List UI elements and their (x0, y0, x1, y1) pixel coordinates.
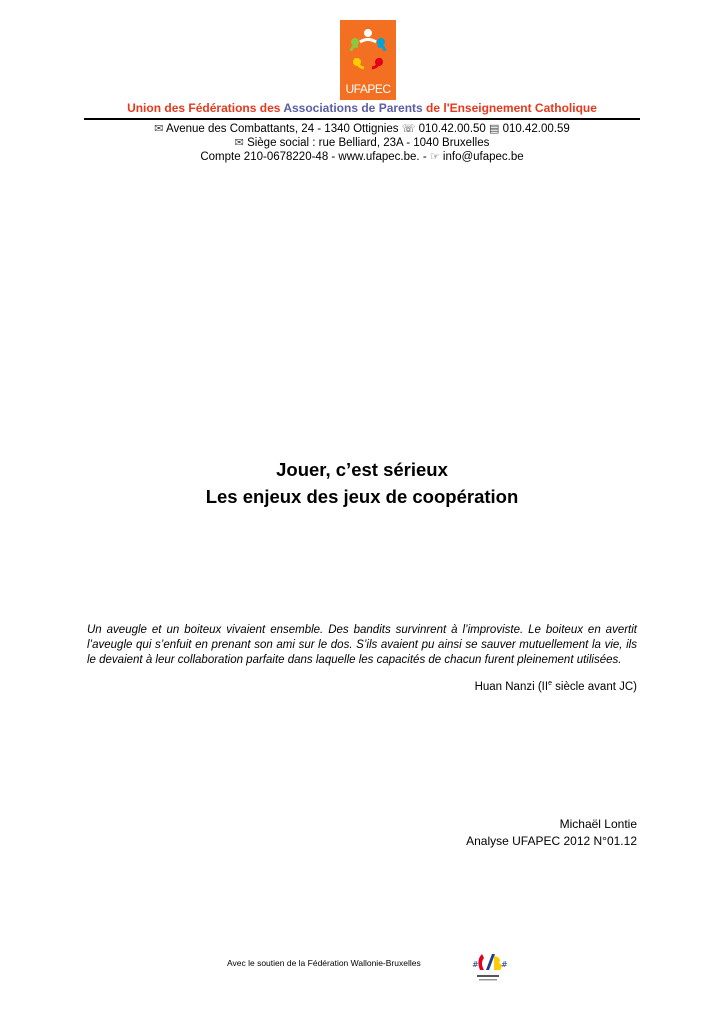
account-web-text: Compte 210-0678220-48 - www.ufapec.be. - (200, 151, 430, 163)
org-name-part1: Union des Fédérations des (127, 101, 284, 115)
phone-number: 010.42.00.50 (418, 123, 486, 135)
header-divider (84, 118, 640, 120)
email-link[interactable]: info@ufapec.be (442, 151, 524, 163)
organization-name (84, 101, 640, 115)
email-icon: ☞ (429, 150, 440, 163)
ufapec-logo (340, 20, 396, 100)
address-text: Avenue des Combattants, 24 - 1340 Ottignies (165, 123, 399, 135)
title-line2: Les enjeux des jeux de coopération (205, 486, 519, 507)
address-line (84, 122, 640, 135)
people-circle-icon (340, 20, 396, 80)
attribution-prefix: Huan Nanzi (II (474, 681, 549, 693)
envelope-icon: ✉ (234, 136, 244, 149)
federation-logo-icon (466, 948, 510, 988)
footer-support-text: Avec le soutien de la Fédération Wallonie-Bruxelles (227, 958, 421, 968)
account-line (84, 150, 640, 163)
author-block (87, 816, 637, 850)
attribution-superscript: e (548, 680, 552, 687)
title-line1: Jouer, c’est sérieux (276, 459, 448, 480)
logo-text: UFAPEC (345, 82, 391, 96)
epigraph-quote: Un aveugle et un boiteux vivaient ensemble. Des bandits survinrent à l’improviste. Le boiteux en avertit l’aveugle qui s’enfuit en prenant son ami sur le dos. S’ils avaient pu ainsi se sauver mutuellement la vie, ils le devaient à leur collaboration parfaite dans laquelle les capacités de chacun furent pleinement utilisées. (87, 624, 637, 666)
svg-text:#: # (501, 960, 508, 969)
phone-icon: ☏ (401, 122, 416, 135)
envelope-icon: ✉ (154, 122, 164, 135)
fax-number: 010.42.00.59 (502, 123, 570, 135)
attribution-suffix: siècle avant JC) (551, 681, 637, 693)
org-name-part2: Associations de Parents (283, 101, 423, 115)
author-name: Michaël Lontie (559, 817, 637, 831)
siege-line (84, 136, 640, 149)
fax-icon: ▤ (489, 122, 500, 135)
quote-attribution (87, 680, 637, 693)
org-name-part3: de l'Enseignement Catholique (422, 101, 597, 115)
siege-text: Siège social : rue Belliard, 23A - 1040 Bruxelles (247, 137, 490, 149)
svg-text:#: # (472, 960, 479, 969)
document-title (84, 456, 640, 510)
analysis-reference: Analyse UFAPEC 2012 N°01.12 (466, 834, 637, 848)
